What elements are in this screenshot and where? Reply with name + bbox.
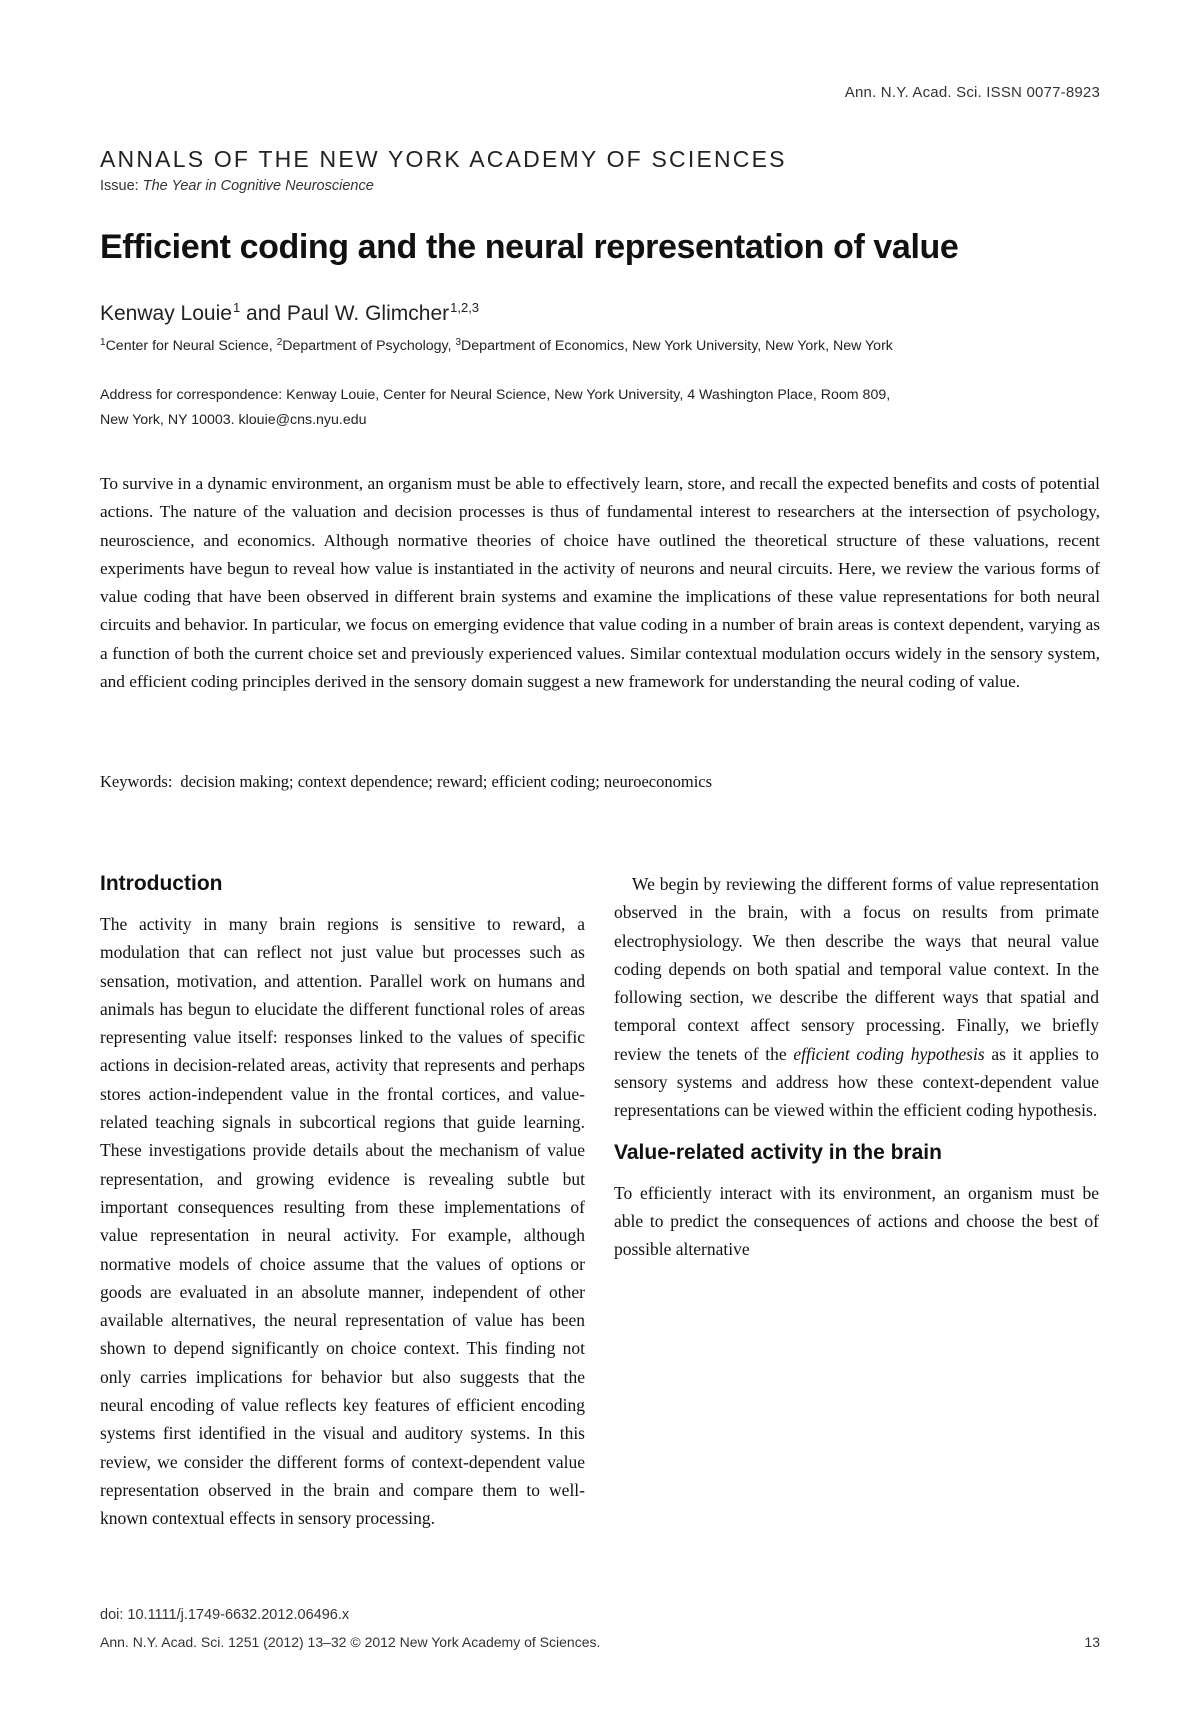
affiliations — [100, 337, 1110, 354]
author-name: Paul W. Glimcher — [286, 302, 450, 325]
section-heading-value-activity: Value-related activity in the brain — [614, 1140, 942, 1164]
address-line: Address for correspondence: Kenway Louie, Center for Neural Science, New York University, 4 Washington Place, Room 809, — [100, 387, 891, 403]
issue-title: The Year in Cognitive Neuroscience — [142, 178, 374, 194]
value-activity-paragraph: To efficiently interact with its environment, an organism must be able to predict the consequences of actions and choose the best of possible alternative — [614, 1182, 1099, 1260]
issue-line — [100, 178, 1100, 194]
paragraph-text: We begin by reviewing the different forms of value representation observed in the brain, with a focus on results from primate electrophysiology. We then describe the ways that neural value coding depends on both spatial and temporal value context. In the following section, we describe the different ways that spatial and temporal context affect sensory processing. Finally, we briefly review the tenets of the — [614, 874, 1099, 1064]
affiliation-mark: 3 — [455, 337, 462, 348]
address-line: New York, NY 10003. klouie@cns.nyu.edu — [100, 412, 367, 428]
affiliation-text: Center for Neural Science, — [105, 338, 277, 354]
author-affiliation-mark: 1,2,3 — [450, 300, 480, 315]
emphasized-term: efficient coding hypothesis — [793, 1043, 985, 1064]
issue-label: Issue: — [100, 178, 139, 194]
section-heading-introduction: Introduction — [100, 872, 223, 895]
keywords-label: Keywords: — [100, 772, 173, 791]
affiliation-text: Department of Economics, New York University, New York, New York — [461, 338, 893, 354]
affiliation-text: Department of Psychology, — [282, 338, 456, 354]
affiliation-mark: 1 — [100, 337, 106, 348]
citation-line: Ann. N.Y. Acad. Sci. 1251 (2012) 13–32 © 2012 New York Academy of Sciences. — [100, 1634, 601, 1650]
keywords-text: decision making; context dependence; reward; efficient coding; neuroeconomics — [180, 772, 713, 791]
page-number: 13 — [1084, 1634, 1100, 1650]
author-affiliation-mark: 1 — [232, 300, 241, 315]
journal-name: ANNALS OF THE NEW YORK ACADEMY OF SCIENCES — [100, 146, 787, 172]
author-list — [100, 300, 1100, 326]
paragraph-text: as it applies to sensory systems and address how these context-dependent value representations can be viewed within the efficient coding hypothesis. — [614, 1043, 1099, 1121]
author-conjunction: and — [246, 302, 282, 325]
introduction-paragraph-2 — [614, 870, 1099, 1125]
article-title: Efficient coding and the neural representation of value — [100, 228, 959, 266]
issn-line: Ann. N.Y. Acad. Sci. ISSN 0077-8923 — [844, 84, 1100, 101]
right-column — [614, 870, 1099, 1264]
keywords — [100, 772, 1100, 792]
correspondence-address — [100, 383, 1104, 433]
abstract: To survive in a dynamic environment, an organism must be able to effectively learn, store, and recall the expected benefits and costs of potential actions. The nature of the valuation and decision processes is thus of fundamental interest to researchers at the intersection of psychology, neuroscience, and economics. Although normative theories of choice have outlined the theoretical structure of these valuations, recent experiments have begun to reveal how value is instantiated in the activity of neurons and neural circuits. Here, we review the various forms of value coding that have been observed in different brain systems and examine the implications of these value representations for both neural circuits and behavior. In particular, we focus on emerging evidence that value coding in a number of brain areas is context dependent, varying as a function of both the current choice set and previously experienced values. Similar contextual modulation occurs widely in the sensory system, and efficient coding principles derived in the sensory domain suggest a new framework for understanding the neural coding of value. — [100, 474, 1100, 692]
doi: doi: 10.1111/j.1749-6632.2012.06496.x — [100, 1607, 350, 1623]
introduction-paragraph: The activity in many brain regions is sensitive to reward, a modulation that can reflect not just value but processes such as sensation, motivation, and attention. Parallel work on humans and animals has begun to elucidate the different functional roles of areas representing value itself: responses linked to the values of specific actions in decision-related areas, activity that represents and perhaps stores action-independent value in the frontal cortices, and value-related teaching signals in subcortical regions that guide learning. These investigations provide details about the mechanism of value representation, and growing evidence is revealing subtle but important consequences resulting from these implementations of value representation in neural activity. For example, although normative models of choice assume that the values of options or goods are evaluated in an absolute manner, independent of other available alternatives, the neural representation of value has been shown to depend significantly on choice context. This finding not only carries implications for behavior but also suggests that the neural encoding of value reflects key features of efficient encoding systems first identified in the visual and auditory systems. In this review, we consider the different forms of context-dependent value representation observed in the brain and compare them to well-known contextual effects in sensory processing. — [100, 914, 585, 1529]
left-column — [100, 870, 585, 1533]
author-name: Kenway Louie — [100, 302, 232, 325]
affiliation-mark: 2 — [276, 337, 283, 348]
